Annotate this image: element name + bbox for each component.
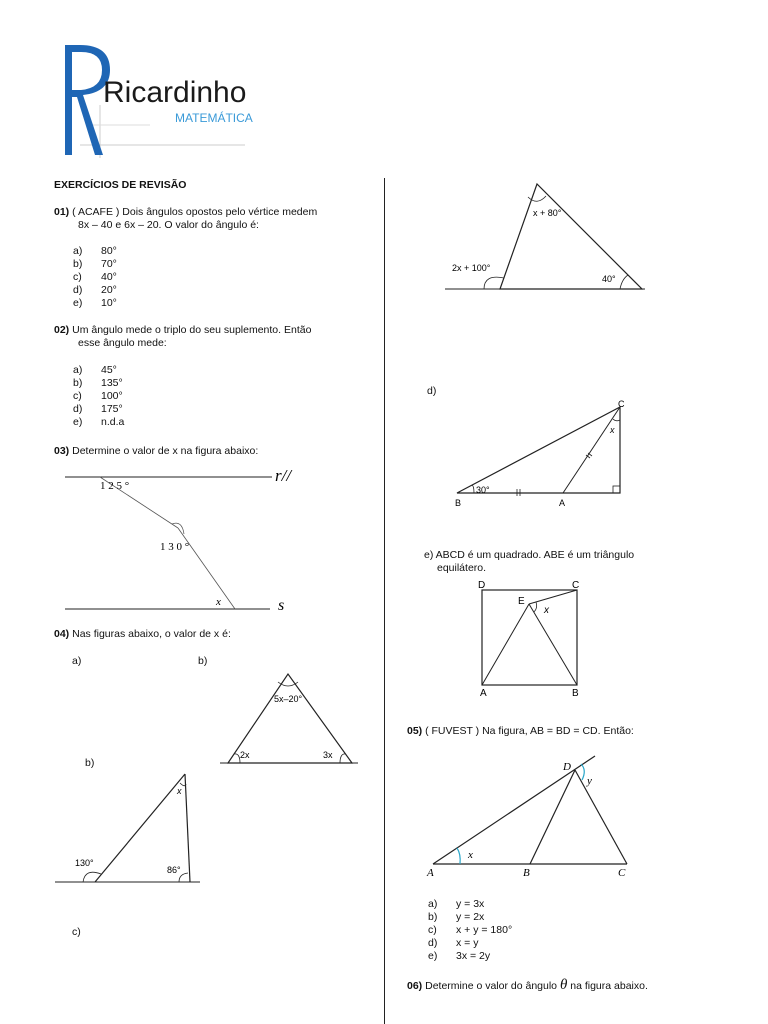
sub-label-d: d) (427, 385, 437, 397)
option-value: 135° (101, 377, 123, 389)
question-04 (54, 628, 231, 641)
vertex-C: C (572, 580, 580, 591)
label-s: s (278, 597, 285, 614)
page-title: EXERCÍCIOS DE REVISÃO (54, 179, 187, 191)
option[interactable] (73, 403, 124, 416)
option[interactable] (428, 937, 512, 950)
question-text: ( ACAFE ) Dois ângulos opostos pelo vértice medem (72, 206, 318, 218)
question-number: 06) (407, 980, 423, 992)
option-value: 70° (101, 258, 117, 270)
question-number: 01) (54, 206, 70, 218)
angle-label-x: x (610, 425, 615, 435)
angle-label-left: 2x (240, 750, 250, 760)
vertex-B: B (572, 688, 579, 698)
option-key: c) (73, 390, 82, 402)
angle-label-x: x (216, 596, 221, 608)
question-text-cont: equilátero. (437, 562, 487, 574)
angle-label-130: 130° (75, 858, 94, 868)
option-key: b) (73, 377, 83, 389)
logo-sub: MATEMÁTICA (175, 111, 253, 125)
question-text-cont: esse ângulo mede: (78, 337, 167, 349)
option-key: b) (73, 258, 83, 270)
sub-label-a: a) (72, 655, 82, 667)
option-value: 175° (101, 403, 123, 415)
vertex-A: A (480, 688, 487, 698)
question-text: ( FUVEST ) Na figura, AB = BD = CD. Então: (425, 725, 634, 737)
option-key: a) (428, 898, 438, 910)
option-key: d) (73, 284, 83, 296)
option-key: d) (428, 937, 438, 949)
angle-label-x: x (468, 849, 473, 861)
question-number: 05) (407, 725, 423, 737)
option[interactable] (428, 950, 512, 963)
question-01 (54, 206, 317, 232)
angle-label-30: 30° (476, 485, 490, 495)
vertex-A: A (559, 498, 566, 508)
logo (55, 40, 255, 165)
option-key: e) (73, 297, 83, 309)
option[interactable] (73, 245, 117, 258)
sub-label-b: b) (198, 655, 208, 667)
question-text-cont: na figura abaixo. (570, 980, 648, 992)
option[interactable] (73, 258, 117, 271)
option[interactable] (73, 284, 117, 297)
question-text-cont: 8x – 40 e 6x – 20. O valor do ângulo é: (78, 219, 259, 231)
vertex-B: B (455, 498, 462, 508)
question-06 (407, 979, 648, 993)
option-value: 100° (101, 390, 123, 402)
angle-label-86: 86° (167, 865, 181, 875)
figure-05 (415, 748, 645, 883)
figure-04b (55, 770, 205, 890)
options-02 (73, 364, 124, 429)
option-key: e) (428, 950, 438, 962)
vertex-C: C (618, 399, 625, 409)
option[interactable] (428, 924, 512, 937)
angle-label-y: y (587, 775, 592, 787)
question-02 (54, 324, 311, 350)
angle-label-top: x + 80° (533, 208, 562, 218)
options-05 (428, 898, 512, 963)
question-text: Um ângulo mede o triplo do seu suplemento. Então (72, 324, 312, 336)
option-value: x = y (456, 937, 479, 949)
option[interactable] (73, 377, 124, 390)
sub-label-b2: b) (85, 757, 95, 769)
column-divider (384, 178, 385, 1024)
figure-04c (440, 178, 650, 298)
vertex-D: D (478, 580, 486, 591)
angle-label-right: 40° (602, 274, 616, 284)
vertex-E: E (518, 596, 525, 607)
option-value: x + y = 180° (456, 924, 513, 936)
vertex-B: B (523, 867, 530, 879)
angle-label-right: 3x (323, 750, 333, 760)
option-value: 80° (101, 245, 117, 257)
option-value: 20° (101, 284, 117, 296)
option[interactable] (73, 271, 117, 284)
question-03 (54, 445, 258, 458)
option-key: b) (428, 911, 438, 923)
question-text: Determine o valor do ângulo (425, 980, 558, 992)
vertex-A: A (427, 867, 434, 879)
angle-label-left: 2x + 100° (452, 263, 491, 273)
option-value: y = 3x (456, 898, 485, 910)
option[interactable] (428, 898, 512, 911)
angle-label-x: x (177, 786, 182, 796)
vertex-D: D (563, 761, 571, 773)
label-r: r// (275, 466, 292, 485)
option-value: y = 2x (456, 911, 485, 923)
option-key: c) (428, 924, 437, 936)
angle-label-125: 1 2 5 ° (100, 480, 130, 492)
logo-brand: Ricardinho (103, 76, 247, 109)
option[interactable] (73, 416, 124, 429)
question-text: Nas figuras abaixo, o valor de x é: (72, 628, 231, 640)
option-key: e) (73, 416, 83, 428)
angle-label-x: x (544, 605, 549, 616)
options-01 (73, 245, 117, 310)
question-number: 03) (54, 445, 70, 457)
question-number: 04) (54, 628, 70, 640)
option-value: 3x = 2y (456, 950, 491, 962)
angle-label-130: 1 3 0 ° (160, 541, 190, 553)
option-key: a) (73, 364, 83, 376)
figure-04e (470, 576, 590, 698)
question-text: e) ABCD é um quadrado. ABE é um triângulo (424, 549, 635, 561)
option-key: c) (73, 271, 82, 283)
theta-symbol: θ (559, 977, 568, 993)
logo-graphic (55, 40, 255, 165)
question-number: 02) (54, 324, 70, 336)
option-value: n.d.a (101, 416, 125, 428)
option[interactable] (73, 364, 124, 377)
vertex-C: C (618, 867, 626, 879)
option-value: 10° (101, 297, 117, 309)
figure-04d (450, 398, 640, 513)
option[interactable] (73, 297, 117, 310)
question-05 (407, 725, 634, 738)
option-value: 45° (101, 364, 117, 376)
option[interactable] (73, 390, 124, 403)
option-key: a) (73, 245, 83, 257)
option[interactable] (428, 911, 512, 924)
angle-label-top: 5x–20° (274, 694, 303, 704)
option-key: d) (73, 403, 83, 415)
figure-03 (60, 458, 310, 618)
question-04e (424, 549, 634, 575)
option-value: 40° (101, 271, 117, 283)
figure-04a (220, 668, 360, 768)
question-text: Determine o valor de x na figura abaixo: (72, 445, 259, 457)
sub-label-c: c) (72, 926, 81, 938)
